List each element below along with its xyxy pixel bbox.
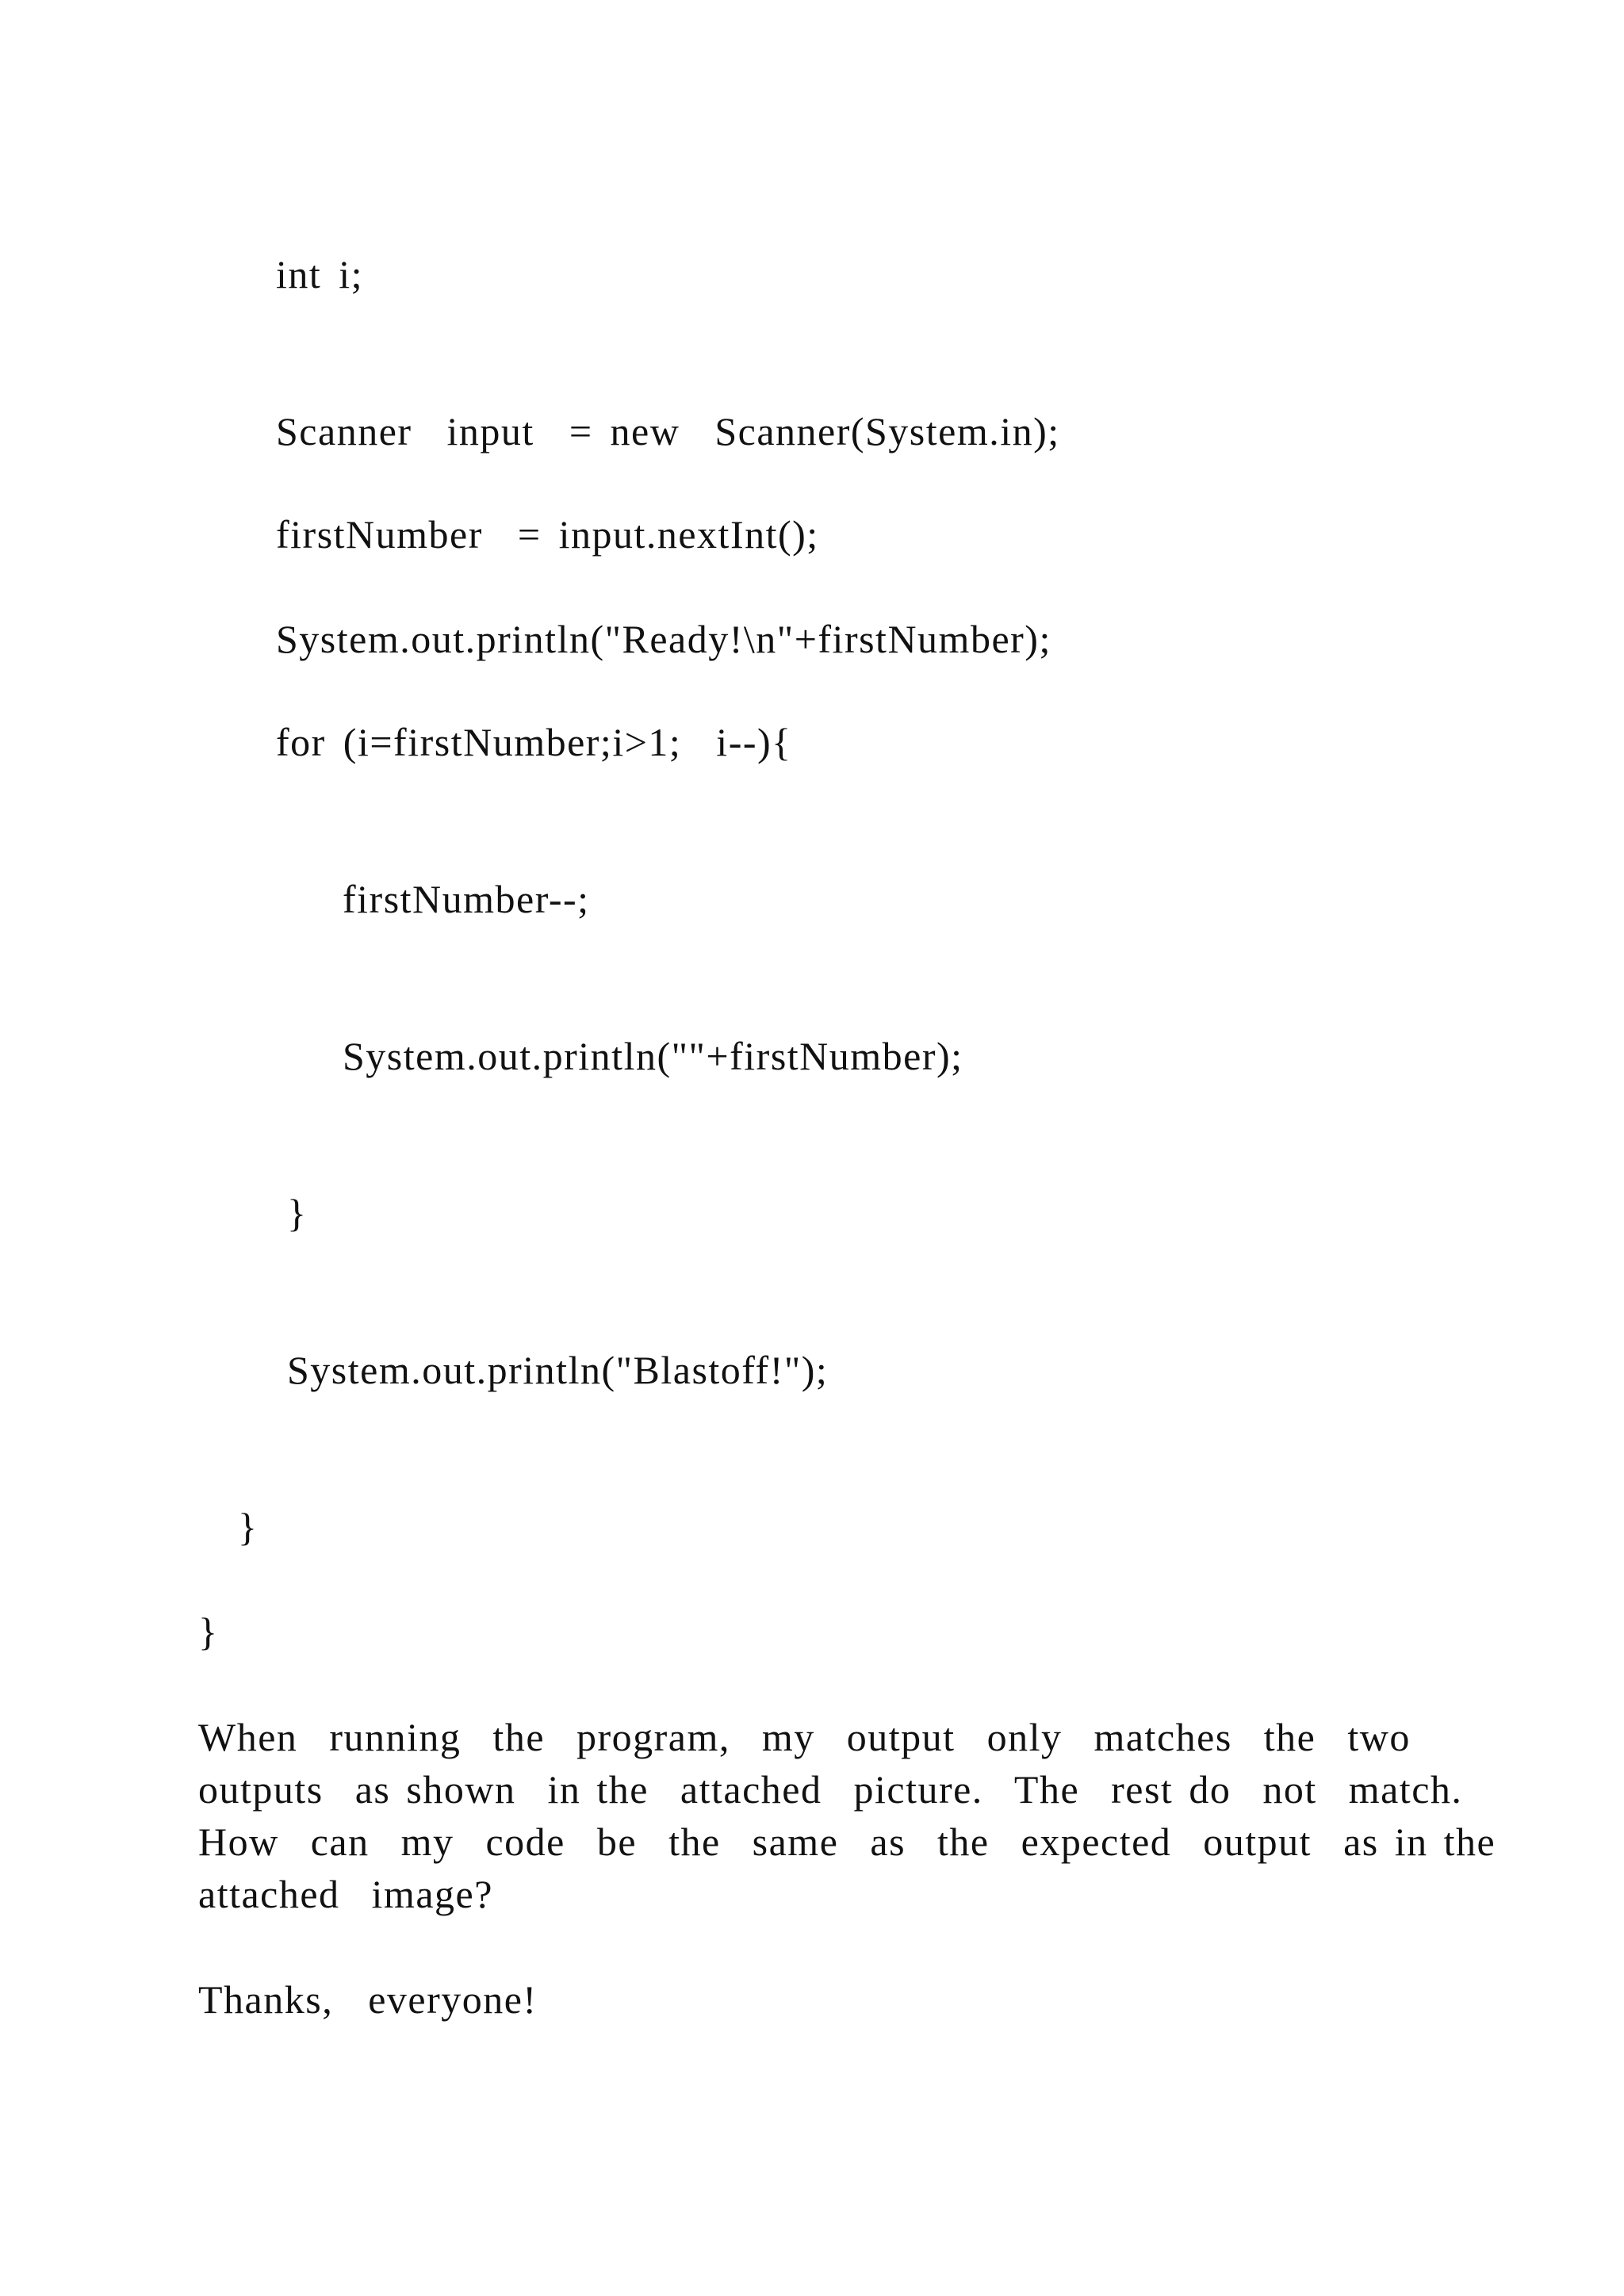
code-line-print-blastoff: System.out.println("Blastoff!"); xyxy=(287,1348,829,1392)
code-line-for-loop: for (i=firstNumber;i>1; i--){ xyxy=(276,720,792,764)
code-line-scanner: Scanner input = new Scanner(System.in); xyxy=(276,409,1060,453)
code-line-print-ready: System.out.println("Ready!\n"+firstNumber); xyxy=(276,617,1051,661)
code-line-close-for: } xyxy=(287,1191,308,1235)
question-line: attached image? xyxy=(198,1872,493,1916)
code-line-close-method: } xyxy=(238,1505,259,1549)
question-line: When running the program, my output only matches the two xyxy=(198,1715,1411,1759)
code-line-declare-i: int i; xyxy=(276,252,364,297)
question-paragraph xyxy=(198,1711,1496,1920)
question-line: How can my code be the same as the expected output as in the xyxy=(198,1820,1496,1864)
code-line-decrement: firstNumber--; xyxy=(343,877,590,921)
closing-thanks: Thanks, everyone! xyxy=(198,1977,538,2022)
question-line: outputs as shown in the attached picture. The rest do not match. xyxy=(198,1767,1463,1812)
code-line-print-number: System.out.println(""+firstNumber); xyxy=(343,1034,963,1078)
code-line-close-class: } xyxy=(198,1609,219,1654)
code-line-next-int: firstNumber = input.nextInt(); xyxy=(276,512,819,557)
